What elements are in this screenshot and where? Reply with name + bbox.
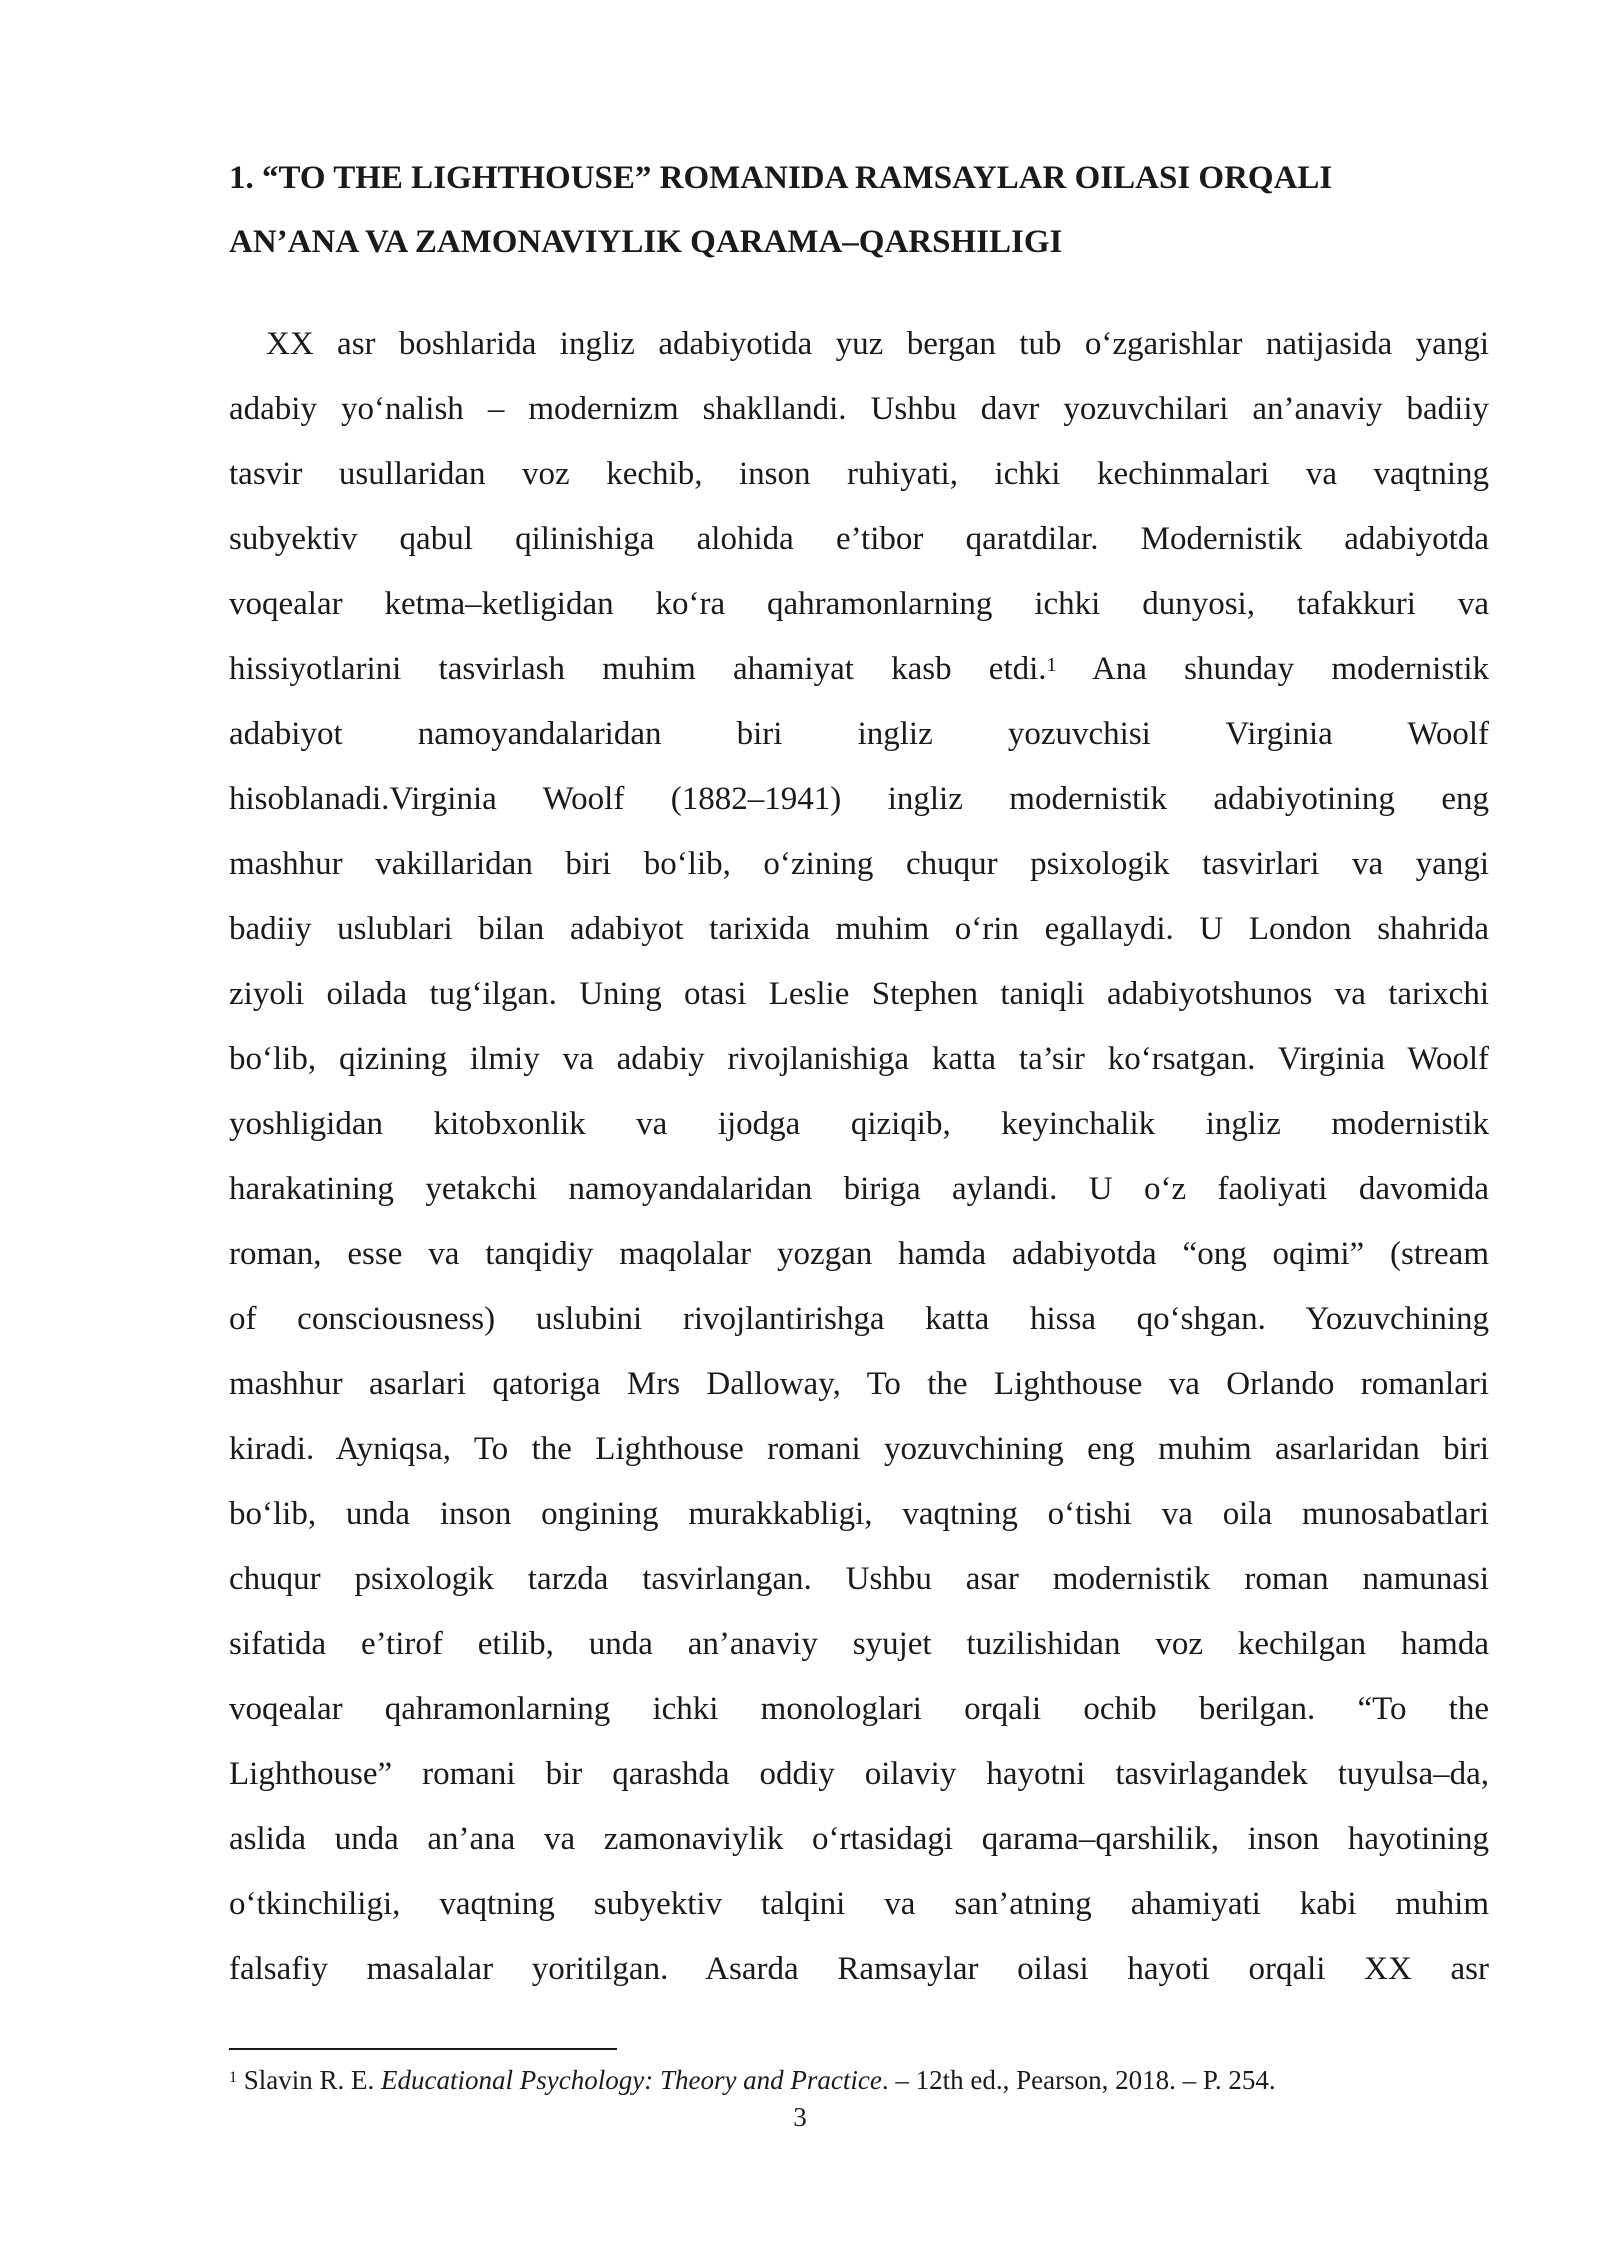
- body-line: adabiy yo‘nalish – modernizm shakllandi. Ushbu davr yozuvchilari an’anaviy badiiy: [229, 391, 1489, 427]
- body-line: o‘tkinchiligi, vaqtning subyektiv talqini va san’atning ahamiyati kabi muhim: [229, 1886, 1489, 1922]
- body-line-with-footnote: [229, 637, 1489, 702]
- body-line: bo‘lib, unda inson ongining murakkabligi, vaqtning o‘tishi va oila munosabatlari: [229, 1496, 1489, 1532]
- body-line: subyektiv qabul qilinishiga alohida e’tibor qaratdilar. Modernistik adabiyotda: [229, 521, 1489, 557]
- body-line: mashhur vakillaridan biri bo‘lib, o‘zining chuqur psixologik tasvirlari va yangi: [229, 846, 1489, 882]
- body-line: roman, esse va tanqidiy maqolalar yozgan hamda adabiyotda “ong oqimi” (stream: [229, 1236, 1489, 1272]
- footnote-title: Educational Psychology: Theory and Practice: [381, 2065, 882, 2095]
- body-line: chuqur psixologik tarzda tasvirlangan. Ushbu asar modernistik roman namunasi: [229, 1561, 1489, 1597]
- page-number: 3: [793, 2102, 807, 2132]
- body-line: mashhur asarlari qatoriga Mrs Dalloway, To the Lighthouse va Orlando romanlari: [229, 1366, 1489, 1402]
- body-line: XX asr boshlarida ingliz adabiyotida yuz bergan tub o‘zgarishlar natijasida yangi: [266, 326, 1489, 362]
- body-line: bo‘lib, qizining ilmiy va adabiy rivojlanishiga katta ta’sir ko‘rsatgan. Virginia Woolf: [229, 1041, 1489, 1077]
- footnote-marker: 1: [229, 2069, 237, 2086]
- body-line: falsafiy masalalar yoritilgan. Asarda Ramsaylar oilasi hayoti orqali XX asr: [229, 1951, 1489, 1987]
- body-line: hisoblanadi.Virginia Woolf (1882–1941) ingliz modernistik adabiyotining eng: [229, 781, 1489, 817]
- body-line: kiradi. Ayniqsa, To the Lighthouse romani yozuvchining eng muhim asarlaridan biri: [229, 1431, 1489, 1467]
- footnote-separator: [229, 2048, 617, 2050]
- body-line: sifatida e’tirof etilib, unda an’anaviy syujet tuzilishidan voz kechilgan hamda: [229, 1626, 1489, 1662]
- body-line: aslida unda an’ana va zamonaviylik o‘rtasidagi qarama–qarshilik, inson hayotining: [229, 1821, 1489, 1857]
- section-heading: [229, 146, 1489, 274]
- body-text: [229, 312, 1489, 2002]
- body-line: ziyoli oilada tug‘ilgan. Uning otasi Leslie Stephen taniqli adabiyotshunos va tarixchi: [229, 976, 1489, 1012]
- heading-line-2: AN’ANA VA ZAMONAVIYLIK QARAMA–QARSHILIGI: [229, 224, 1063, 260]
- footnote-details: . – 12th ed., Pearson, 2018. – P. 254.: [881, 2065, 1276, 2095]
- body-line: adabiyot namoyandalaridan biri ingliz yozuvchisi Virginia Woolf: [229, 716, 1489, 752]
- footnote-reference[interactable]: 1: [1046, 654, 1057, 676]
- body-line: yoshligidan kitobxonlik va ijodga qiziqib, keyinchalik ingliz modernistik: [229, 1106, 1489, 1142]
- body-line-text: hissiyotlarini tasvirlash muhim ahamiyat kasb etdi.: [229, 651, 1047, 687]
- footnote: [229, 2062, 1489, 2098]
- footnote-author: Slavin R. E.: [243, 2065, 375, 2095]
- body-line: of consciousness) uslubini rivojlantirishga katta hissa qo‘shgan. Yozuvchining: [229, 1301, 1489, 1337]
- body-line: harakatining yetakchi namoyandalaridan biriga aylandi. U o‘z faoliyati davomida: [229, 1171, 1489, 1207]
- body-line-tail: Ana shunday modernistik: [1091, 651, 1489, 687]
- body-line: Lighthouse” romani bir qarashda oddiy oilaviy hayotni tasvirlagandek tuyulsa–da,: [229, 1756, 1489, 1792]
- body-line: badiiy uslublari bilan adabiyot tarixida muhim o‘rin egallaydi. U London shahrida: [229, 911, 1489, 947]
- body-line: voqealar ketma–ketligidan ko‘ra qahramonlarning ichki dunyosi, tafakkuri va: [229, 586, 1489, 622]
- body-line: tasvir usullaridan voz kechib, inson ruhiyati, ichki kechinmalari va vaqtning: [229, 456, 1489, 492]
- heading-line-1: 1. “TO THE LIGHTHOUSE” ROMANIDA RAMSAYLAR OILASI ORQALI: [229, 160, 1333, 196]
- body-line: voqealar qahramonlarning ichki monologlari orqali ochib berilgan. “To the: [229, 1691, 1489, 1727]
